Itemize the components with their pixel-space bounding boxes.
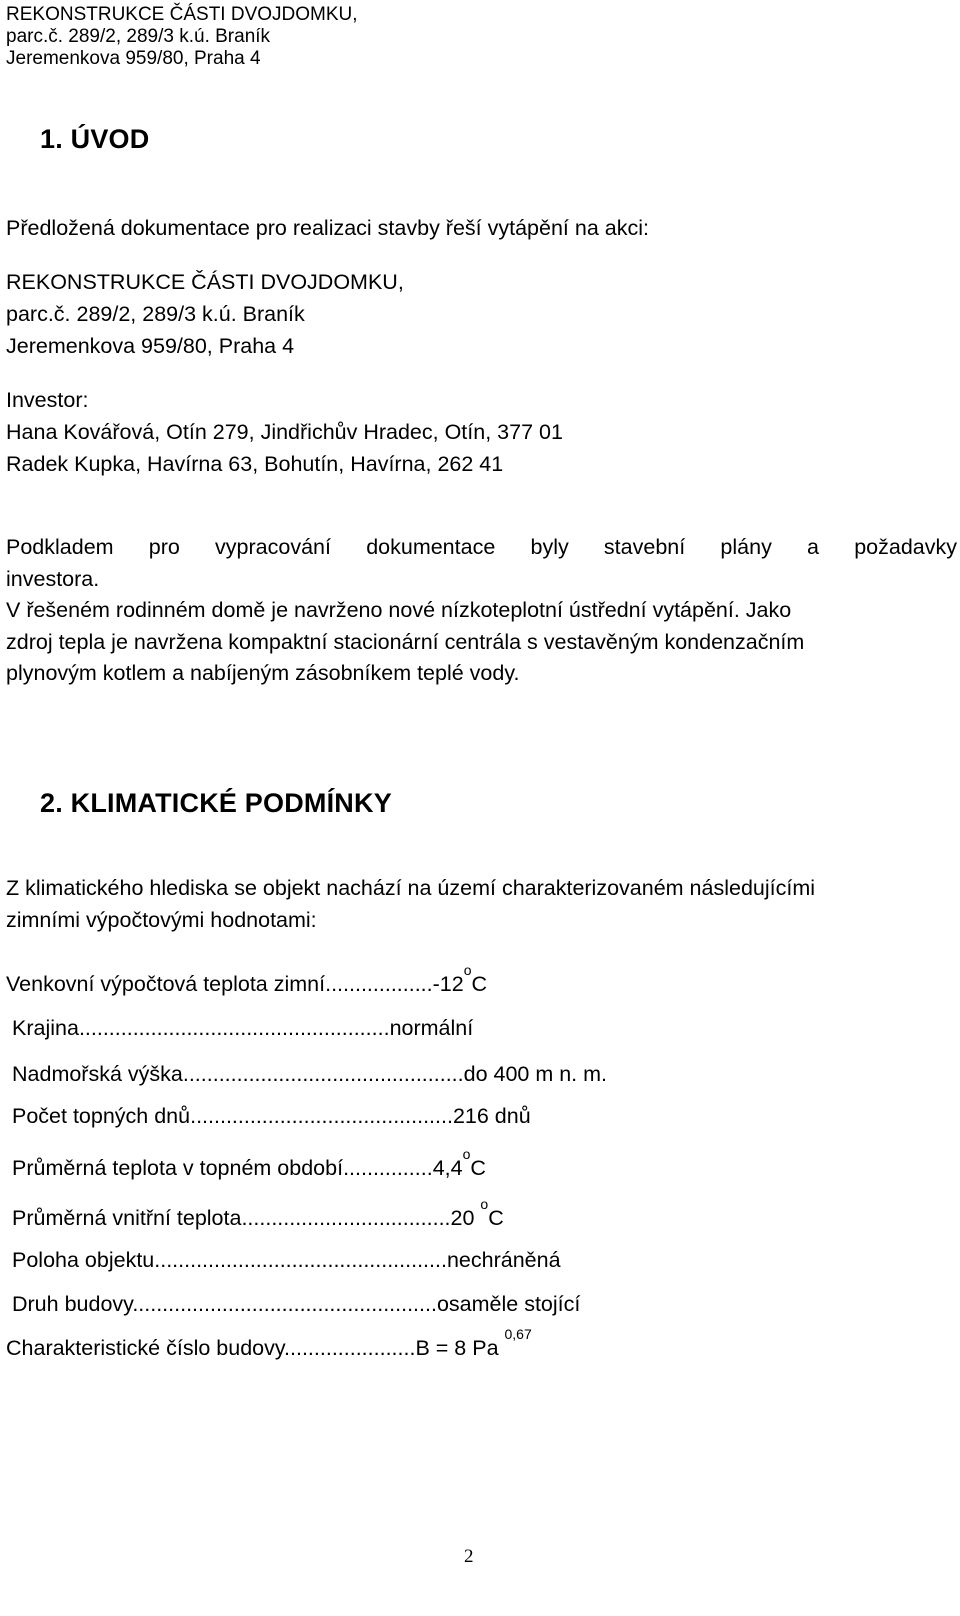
row-label: Průměrná teplota v topném období	[12, 1156, 344, 1180]
row-dots: ..................	[325, 972, 433, 996]
row-value: B = 8 Pa	[415, 1336, 505, 1360]
row-label: Počet topných dnů	[12, 1104, 191, 1128]
row-value: nechráněná	[446, 1248, 561, 1272]
row-dots: ......................	[284, 1336, 416, 1360]
page-number: 2	[464, 1546, 474, 1567]
row-dots: ............................................	[190, 1104, 453, 1128]
intro-text: Předložená dokumentace pro realizaci stavby řeší vytápění na akci:	[6, 216, 649, 240]
row-value: do 400 m n. m.	[463, 1062, 608, 1086]
basis-paragraph	[6, 532, 957, 690]
climate-row	[12, 1062, 607, 1087]
climate-row	[12, 1292, 580, 1317]
row-value: -12	[432, 972, 464, 996]
row-label: Poloha objektu	[12, 1248, 155, 1272]
climate-row	[12, 1248, 561, 1273]
row-value: 4,4	[432, 1156, 463, 1180]
row-unit: C	[470, 1156, 486, 1180]
row-dots: ...................................................	[132, 1292, 437, 1316]
row-dots: ...................................	[241, 1206, 451, 1230]
row-label: Druh budovy	[12, 1292, 133, 1316]
row-dots: .................................................	[154, 1248, 447, 1272]
investor-label: Investor:	[6, 388, 89, 412]
row-dots: ...............	[343, 1156, 433, 1180]
project-line-2: parc.č. 289/2, 289/3 k.ú. Braník	[6, 302, 305, 326]
row-label: Venkovní výpočtová teplota zimní	[6, 972, 326, 996]
paragraph-line: V řešeném rodinném domě je navrženo nové nízkoteplotní ústřední vytápění. Jako	[6, 598, 792, 622]
row-value: 20	[450, 1206, 481, 1230]
header-line-2: parc.č. 289/2, 289/3 k.ú. Braník	[6, 26, 271, 47]
row-superscript: o	[462, 1146, 471, 1162]
row-value: normální	[389, 1016, 474, 1040]
paragraph-line: plynovým kotlem a nabíjeným zásobníkem teplé vody.	[6, 661, 520, 685]
row-unit: C	[471, 972, 488, 996]
row-unit: C	[488, 1206, 504, 1230]
climate-row	[12, 1016, 473, 1041]
header-line-3: Jeremenkova 959/80, Praha 4	[6, 48, 261, 69]
climate-row	[12, 1196, 504, 1231]
climate-row	[6, 962, 488, 997]
section-1-title: 1. ÚVOD	[40, 124, 150, 154]
section-2-title: 2. KLIMATICKÉ PODMÍNKY	[40, 788, 392, 818]
row-label: Nadmořská výška	[12, 1062, 183, 1086]
row-superscript: o	[463, 962, 472, 978]
investor-2: Radek Kupka, Havírna 63, Bohutín, Havírna, 262 41	[6, 452, 504, 476]
row-superscript: o	[480, 1196, 489, 1212]
paragraph-line: Podkladem pro vypracování dokumentace byly stavební plány a požadavky	[6, 535, 957, 559]
row-value: osaměle stojící	[436, 1292, 581, 1316]
row-label: Průměrná vnitřní teplota	[12, 1206, 242, 1230]
row-dots: ....................................................	[78, 1016, 390, 1040]
row-label: Charakteristické číslo budovy	[6, 1336, 285, 1360]
row-value: 216 dnů	[452, 1104, 531, 1128]
row-superscript: 0,67	[504, 1326, 532, 1342]
climate-intro-line-2: zimními výpočtovými hodnotami:	[6, 908, 317, 932]
investor-1: Hana Kovářová, Otín 279, Jindřichův Hradec, Otín, 377 01	[6, 420, 563, 444]
header-line-1: REKONSTRUKCE ČÁSTI DVOJDOMKU,	[6, 4, 358, 25]
paragraph-line: investora.	[6, 566, 100, 591]
row-label: Krajina	[12, 1016, 79, 1040]
climate-row	[12, 1104, 531, 1129]
project-line-1: REKONSTRUKCE ČÁSTI DVOJDOMKU,	[6, 270, 404, 294]
climate-row	[12, 1146, 486, 1181]
project-line-3: Jeremenkova 959/80, Praha 4	[6, 334, 295, 358]
climate-intro-line-1: Z klimatického hlediska se objekt nachází na území charakterizovaném následujícími	[6, 876, 816, 900]
paragraph-line: zdroj tepla je navržena kompaktní stacionární centrála s vestavěným kondenzačním	[6, 629, 805, 654]
climate-row	[6, 1326, 532, 1361]
row-dots: ...............................................	[182, 1062, 464, 1086]
